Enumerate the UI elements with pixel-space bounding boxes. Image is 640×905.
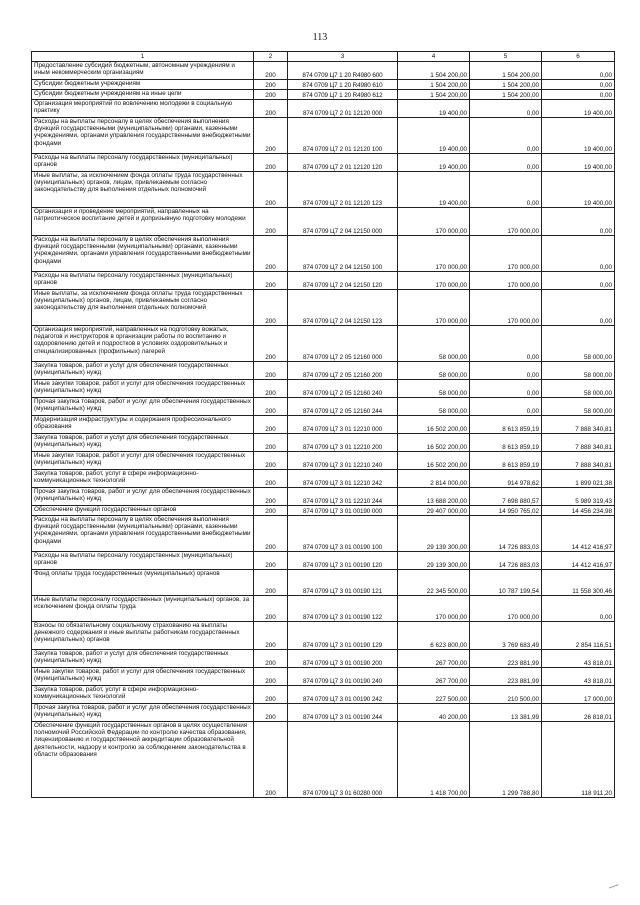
unexecuted-amount-cell: 0,00	[542, 236, 615, 272]
table-row	[32, 506, 615, 516]
executed-amount-cell: 0,00	[470, 362, 542, 380]
table-row	[32, 704, 615, 722]
approved-amount-cell: 16 502 200,00	[398, 416, 470, 434]
expenditure-name-cell: Иные выплаты, за исключением фонда оплаты труда государственных (муниципальных) органов, лицам, привлекаемым согласно законодательству для выполнения отдельных полномочий	[32, 290, 254, 326]
expenditure-name-cell: Субсидии бюджетным учреждениям на иные цели	[32, 90, 254, 100]
expenditure-name-cell: Закупка товаров, работ и услуг для обеспечения государственных (муниципальных) нужд	[32, 650, 254, 668]
scan-mark	[607, 880, 618, 888]
approved-amount-cell: 16 502 200,00	[398, 434, 470, 452]
unexecuted-amount-cell: 14 412 416,97	[542, 516, 615, 552]
unexecuted-amount-cell: 58 000,00	[542, 380, 615, 398]
table-row	[32, 416, 615, 434]
table-row	[32, 62, 615, 80]
row-code-cell: 200	[254, 398, 288, 416]
unexecuted-amount-cell: 43 818,01	[542, 668, 615, 686]
column-header-3: 3	[288, 52, 398, 62]
expenditure-name-cell: Модернизация инфраструктуры и содержания профессионального образования	[32, 416, 254, 434]
expenditure-name-cell: Закупка товаров, работ, услуг в сфере информационно-коммуникационных технологий	[32, 686, 254, 704]
budget-classification-code-cell: 874 0709 Ц7 1 20 R4980 610	[288, 80, 398, 90]
approved-amount-cell: 1 504 200,00	[398, 62, 470, 80]
approved-amount-cell: 267 700,00	[398, 650, 470, 668]
executed-amount-cell: 13 381,99	[470, 704, 542, 722]
approved-amount-cell: 6 623 800,00	[398, 622, 470, 650]
approved-amount-cell: 58 000,00	[398, 362, 470, 380]
budget-classification-code-cell: 874 0709 Ц7 2 04 12150 123	[288, 290, 398, 326]
budget-classification-code-cell: 874 0709 Ц7 2 01 12120 100	[288, 118, 398, 154]
expenditure-name-cell: Иные выплаты персоналу государственных (муниципальных) органов, за исключением фонда оплаты труда	[32, 596, 254, 622]
approved-amount-cell: 29 407 000,00	[398, 506, 470, 516]
expenditure-name-cell: Закупка товаров, работ, услуг в сфере информационно-коммуникационных технологий	[32, 470, 254, 488]
expenditure-name-cell: Предоставление субсидий бюджетным, автономным учреждениям и иным некоммерческим организациям	[32, 62, 254, 80]
approved-amount-cell: 22 345 500,00	[398, 570, 470, 596]
unexecuted-amount-cell: 14 456 234,98	[542, 506, 615, 516]
executed-amount-cell: 0,00	[470, 398, 542, 416]
table-row	[32, 398, 615, 416]
executed-amount-cell: 210 500,00	[470, 686, 542, 704]
expenditure-name-cell: Организация мероприятий по вовлечению молодежи в социальную практику	[32, 100, 254, 118]
approved-amount-cell: 29 139 300,00	[398, 516, 470, 552]
budget-classification-code-cell: 874 0709 Ц7 1 20 R4980 600	[288, 62, 398, 80]
executed-amount-cell: 1 504 200,00	[470, 80, 542, 90]
executed-amount-cell: 8 613 859,19	[470, 452, 542, 470]
table-row	[32, 668, 615, 686]
expenditure-name-cell: Иные закупки товаров, работ и услуг для обеспечения государственных (муниципальных) нужд	[32, 380, 254, 398]
table-header-row	[32, 52, 615, 62]
approved-amount-cell: 170 000,00	[398, 272, 470, 290]
executed-amount-cell: 14 950 765,02	[470, 506, 542, 516]
executed-amount-cell: 0,00	[470, 380, 542, 398]
row-code-cell: 200	[254, 452, 288, 470]
column-header-6: 6	[542, 52, 615, 62]
table-row	[32, 362, 615, 380]
approved-amount-cell: 267 700,00	[398, 668, 470, 686]
unexecuted-amount-cell: 7 888 340,81	[542, 434, 615, 452]
table-row	[32, 722, 615, 798]
approved-amount-cell: 19 400,00	[398, 172, 470, 208]
table-row	[32, 290, 615, 326]
expenditure-name-cell: Расходы на выплаты персоналу в целях обеспечения выполнения функций государственными (муниципальными) органами, казенными учреждениями, органами управления государственными внебюджетными фондами	[32, 118, 254, 154]
unexecuted-amount-cell: 19 400,00	[542, 100, 615, 118]
budget-classification-code-cell: 874 0709 Ц7 2 01 12120 123	[288, 172, 398, 208]
approved-amount-cell: 2 814 000,00	[398, 470, 470, 488]
expenditure-name-cell: Расходы на выплаты персоналу государственных (муниципальных) органов	[32, 154, 254, 172]
unexecuted-amount-cell: 58 000,00	[542, 398, 615, 416]
table-row	[32, 90, 615, 100]
row-code-cell: 200	[254, 326, 288, 362]
table-row	[32, 272, 615, 290]
expenditure-name-cell: Иные закупки товаров, работ и услуг для обеспечения государственных (муниципальных) нужд	[32, 668, 254, 686]
approved-amount-cell: 19 400,00	[398, 154, 470, 172]
executed-amount-cell: 14 726 883,03	[470, 552, 542, 570]
executed-amount-cell: 0,00	[470, 100, 542, 118]
row-code-cell: 200	[254, 622, 288, 650]
unexecuted-amount-cell: 0,00	[542, 272, 615, 290]
table-row	[32, 434, 615, 452]
table-row	[32, 552, 615, 570]
expenditure-name-cell: Закупка товаров, работ и услуг для обеспечения государственных (муниципальных) нужд	[32, 362, 254, 380]
executed-amount-cell: 1 504 200,00	[470, 90, 542, 100]
expenditure-name-cell: Организация и проведение мероприятий, направленных на патриотическое воспитание детей и допризывную подготовку молодежи	[32, 208, 254, 236]
row-code-cell: 200	[254, 172, 288, 208]
budget-classification-code-cell: 874 0709 Ц7 3 01 00190 120	[288, 552, 398, 570]
row-code-cell: 200	[254, 272, 288, 290]
unexecuted-amount-cell: 118 911,20	[542, 722, 615, 798]
row-code-cell: 200	[254, 470, 288, 488]
unexecuted-amount-cell: 19 400,00	[542, 154, 615, 172]
unexecuted-amount-cell: 2 854 116,51	[542, 622, 615, 650]
executed-amount-cell: 170 000,00	[470, 272, 542, 290]
table-row	[32, 452, 615, 470]
executed-amount-cell: 1 299 788,80	[470, 722, 542, 798]
row-code-cell: 200	[254, 90, 288, 100]
row-code-cell: 200	[254, 506, 288, 516]
unexecuted-amount-cell: 0,00	[542, 62, 615, 80]
unexecuted-amount-cell: 19 400,00	[542, 172, 615, 208]
budget-classification-code-cell: 874 0709 Ц7 3 01 00190 100	[288, 516, 398, 552]
executed-amount-cell: 10 787 199,54	[470, 570, 542, 596]
budget-classification-code-cell: 874 0709 Ц7 2 04 12150 120	[288, 272, 398, 290]
budget-classification-code-cell: 874 0709 Ц7 3 01 00190 244	[288, 704, 398, 722]
budget-classification-code-cell: 874 0709 Ц7 2 04 12150 100	[288, 236, 398, 272]
row-code-cell: 200	[254, 236, 288, 272]
budget-classification-code-cell: 874 0709 Ц7 2 05 12160 244	[288, 398, 398, 416]
row-code-cell: 200	[254, 154, 288, 172]
row-code-cell: 200	[254, 62, 288, 80]
budget-classification-code-cell: 874 0709 Ц7 3 01 12210 200	[288, 434, 398, 452]
unexecuted-amount-cell: 0,00	[542, 596, 615, 622]
budget-execution-table	[31, 51, 615, 798]
expenditure-name-cell: Прочая закупка товаров, работ и услуг для обеспечения государственных (муниципальных) нужд	[32, 704, 254, 722]
executed-amount-cell: 0,00	[470, 172, 542, 208]
budget-classification-code-cell: 874 0709 Ц7 2 01 12120 000	[288, 100, 398, 118]
budget-classification-code-cell: 874 0709 Ц7 1 20 R4980 612	[288, 90, 398, 100]
expenditure-name-cell: Обеспечение функций государственных органов в целях осуществления полномочий Российской Федерации по контролю качества образования, лицензированию и государственной аккредитации образовательной деятельности, надзору и контролю за соблюдением законодательства в области образования	[32, 722, 254, 798]
executed-amount-cell: 7 698 880,57	[470, 488, 542, 506]
expenditure-name-cell: Иные выплаты, за исключением фонда оплаты труда государственных (муниципальных) органов, лицам, привлекаемым согласно законодательству для выполнения отдельных полномочий	[32, 172, 254, 208]
table-row	[32, 118, 615, 154]
page-number: 113	[312, 32, 328, 43]
table-row	[32, 208, 615, 236]
approved-amount-cell: 29 139 300,00	[398, 552, 470, 570]
unexecuted-amount-cell: 0,00	[542, 290, 615, 326]
table-row	[32, 154, 615, 172]
row-code-cell: 200	[254, 516, 288, 552]
budget-classification-code-cell: 874 0709 Ц7 2 05 12160 240	[288, 380, 398, 398]
executed-amount-cell: 0,00	[470, 326, 542, 362]
unexecuted-amount-cell: 0,00	[542, 208, 615, 236]
expenditure-name-cell: Иные закупки товаров, работ и услуг для обеспечения государственных (муниципальных) нужд	[32, 452, 254, 470]
table-body	[32, 62, 615, 798]
executed-amount-cell: 0,00	[470, 154, 542, 172]
row-code-cell: 200	[254, 380, 288, 398]
unexecuted-amount-cell: 11 558 300,46	[542, 570, 615, 596]
executed-amount-cell: 223 881,99	[470, 668, 542, 686]
expenditure-name-cell: Взносы по обязательному социальному страхованию на выплаты денежного содержания и иные выплаты работникам государственных (муниципальных) органов	[32, 622, 254, 650]
executed-amount-cell: 223 881,99	[470, 650, 542, 668]
table-row	[32, 516, 615, 552]
row-code-cell: 200	[254, 488, 288, 506]
expenditure-name-cell: Расходы на выплаты персоналу в целях обеспечения выполнения функций государственными (муниципальными) органами, казенными учреждениями, органами управления государственными внебюджетными фондами	[32, 236, 254, 272]
expenditure-name-cell: Закупка товаров, работ и услуг для обеспечения государственных (муниципальных) нужд	[32, 434, 254, 452]
budget-classification-code-cell: 874 0709 Ц7 3 01 00190 200	[288, 650, 398, 668]
row-code-cell: 200	[254, 668, 288, 686]
unexecuted-amount-cell: 43 818,01	[542, 650, 615, 668]
table-row	[32, 80, 615, 90]
table-row	[32, 686, 615, 704]
unexecuted-amount-cell: 26 818,01	[542, 704, 615, 722]
approved-amount-cell: 13 688 200,00	[398, 488, 470, 506]
approved-amount-cell: 170 000,00	[398, 596, 470, 622]
column-header-4: 4	[398, 52, 470, 62]
approved-amount-cell: 1 418 700,00	[398, 722, 470, 798]
row-code-cell: 200	[254, 118, 288, 154]
executed-amount-cell: 170 000,00	[470, 596, 542, 622]
row-code-cell: 200	[254, 100, 288, 118]
executed-amount-cell: 8 613 859,19	[470, 416, 542, 434]
table-row	[32, 236, 615, 272]
expenditure-name-cell: Расходы на выплаты персоналу государственных (муниципальных) органов	[32, 552, 254, 570]
budget-classification-code-cell: 874 0709 Ц7 3 01 12210 244	[288, 488, 398, 506]
approved-amount-cell: 227 500,00	[398, 686, 470, 704]
row-code-cell: 200	[254, 552, 288, 570]
executed-amount-cell: 14 726 883,03	[470, 516, 542, 552]
expenditure-name-cell: Субсидии бюджетным учреждениям	[32, 80, 254, 90]
unexecuted-amount-cell: 19 400,00	[542, 118, 615, 154]
row-code-cell: 200	[254, 434, 288, 452]
row-code-cell: 200	[254, 208, 288, 236]
column-header-1: 1	[32, 52, 254, 62]
executed-amount-cell: 1 504 200,00	[470, 62, 542, 80]
budget-classification-code-cell: 874 0709 Ц7 3 01 12210 240	[288, 452, 398, 470]
approved-amount-cell: 1 504 200,00	[398, 80, 470, 90]
table-row	[32, 650, 615, 668]
unexecuted-amount-cell: 1 899 021,38	[542, 470, 615, 488]
column-header-5: 5	[470, 52, 542, 62]
expenditure-name-cell: Расходы на выплаты персоналу государственных (муниципальных) органов	[32, 272, 254, 290]
table-row	[32, 380, 615, 398]
approved-amount-cell: 58 000,00	[398, 380, 470, 398]
unexecuted-amount-cell: 7 888 340,81	[542, 452, 615, 470]
budget-classification-code-cell: 874 0709 Ц7 2 04 12150 000	[288, 208, 398, 236]
row-code-cell: 200	[254, 80, 288, 90]
approved-amount-cell: 40 200,00	[398, 704, 470, 722]
executed-amount-cell: 8 613 859,19	[470, 434, 542, 452]
table-row	[32, 470, 615, 488]
row-code-cell: 200	[254, 650, 288, 668]
table-row	[32, 326, 615, 362]
budget-classification-code-cell: 874 0709 Ц7 2 05 12160 200	[288, 362, 398, 380]
table-row	[32, 622, 615, 650]
budget-classification-code-cell: 874 0709 Ц7 3 01 12210 242	[288, 470, 398, 488]
expenditure-name-cell: Фонд оплаты труда государственных (муниципальных) органов	[32, 570, 254, 596]
budget-classification-code-cell: 874 0709 Ц7 3 01 00190 242	[288, 686, 398, 704]
unexecuted-amount-cell: 0,00	[542, 80, 615, 90]
expenditure-name-cell: Расходы на выплаты персоналу в целях обеспечения выполнения функций государственными (муниципальными) органами, казенными учреждениями, органами управления государственными внебюджетными фондами	[32, 516, 254, 552]
row-code-cell: 200	[254, 686, 288, 704]
executed-amount-cell: 0,00	[470, 118, 542, 154]
row-code-cell: 200	[254, 704, 288, 722]
unexecuted-amount-cell: 0,00	[542, 90, 615, 100]
approved-amount-cell: 170 000,00	[398, 290, 470, 326]
unexecuted-amount-cell: 14 412 416,97	[542, 552, 615, 570]
row-code-cell: 200	[254, 362, 288, 380]
approved-amount-cell: 58 000,00	[398, 398, 470, 416]
row-code-cell: 200	[254, 570, 288, 596]
unexecuted-amount-cell: 7 888 340,81	[542, 416, 615, 434]
approved-amount-cell: 1 504 200,00	[398, 90, 470, 100]
executed-amount-cell: 914 978,62	[470, 470, 542, 488]
row-code-cell: 200	[254, 416, 288, 434]
expenditure-name-cell: Организация мероприятий, направленных на подготовку вожатых, педагогов и инструкторов в организации работы по воспитанию и оздоровлению детей и подростков в условиях оздоровительных и специализированных (профильных) лагерей	[32, 326, 254, 362]
approved-amount-cell: 19 400,00	[398, 118, 470, 154]
approved-amount-cell: 19 400,00	[398, 100, 470, 118]
unexecuted-amount-cell: 17 000,00	[542, 686, 615, 704]
budget-classification-code-cell: 874 0709 Ц7 2 01 12120 120	[288, 154, 398, 172]
unexecuted-amount-cell: 5 989 319,43	[542, 488, 615, 506]
executed-amount-cell: 170 000,00	[470, 290, 542, 326]
table-row	[32, 570, 615, 596]
budget-classification-code-cell: 874 0709 Ц7 3 01 00190 240	[288, 668, 398, 686]
row-code-cell: 200	[254, 722, 288, 798]
expenditure-name-cell: Прочая закупка товаров, работ и услуг для обеспечения государственных (муниципальных) нужд	[32, 488, 254, 506]
row-code-cell: 200	[254, 290, 288, 326]
budget-classification-code-cell: 874 0709 Ц7 3 01 12210 000	[288, 416, 398, 434]
table-row	[32, 172, 615, 208]
budget-classification-code-cell: 874 0709 Ц7 3 01 00190 121	[288, 570, 398, 596]
table-row	[32, 596, 615, 622]
approved-amount-cell: 170 000,00	[398, 236, 470, 272]
unexecuted-amount-cell: 58 000,00	[542, 326, 615, 362]
budget-classification-code-cell: 874 0709 Ц7 3 01 60280 000	[288, 722, 398, 798]
budget-classification-code-cell: 874 0709 Ц7 3 01 00190 122	[288, 596, 398, 622]
budget-classification-code-cell: 874 0709 Ц7 3 01 00190 129	[288, 622, 398, 650]
column-header-2: 2	[254, 52, 288, 62]
expenditure-name-cell: Прочая закупка товаров, работ и услуг для обеспечения государственных (муниципальных) нужд	[32, 398, 254, 416]
approved-amount-cell: 16 502 200,00	[398, 452, 470, 470]
approved-amount-cell: 170 000,00	[398, 208, 470, 236]
expenditure-name-cell: Обеспечение функций государственных органов	[32, 506, 254, 516]
executed-amount-cell: 3 769 683,49	[470, 622, 542, 650]
row-code-cell: 200	[254, 596, 288, 622]
unexecuted-amount-cell: 58 000,00	[542, 362, 615, 380]
budget-classification-code-cell: 874 0709 Ц7 3 01 00190 000	[288, 506, 398, 516]
table-row	[32, 488, 615, 506]
table-row	[32, 100, 615, 118]
budget-classification-code-cell: 874 0709 Ц7 2 05 12160 000	[288, 326, 398, 362]
executed-amount-cell: 170 000,00	[470, 236, 542, 272]
approved-amount-cell: 58 000,00	[398, 326, 470, 362]
executed-amount-cell: 170 000,00	[470, 208, 542, 236]
